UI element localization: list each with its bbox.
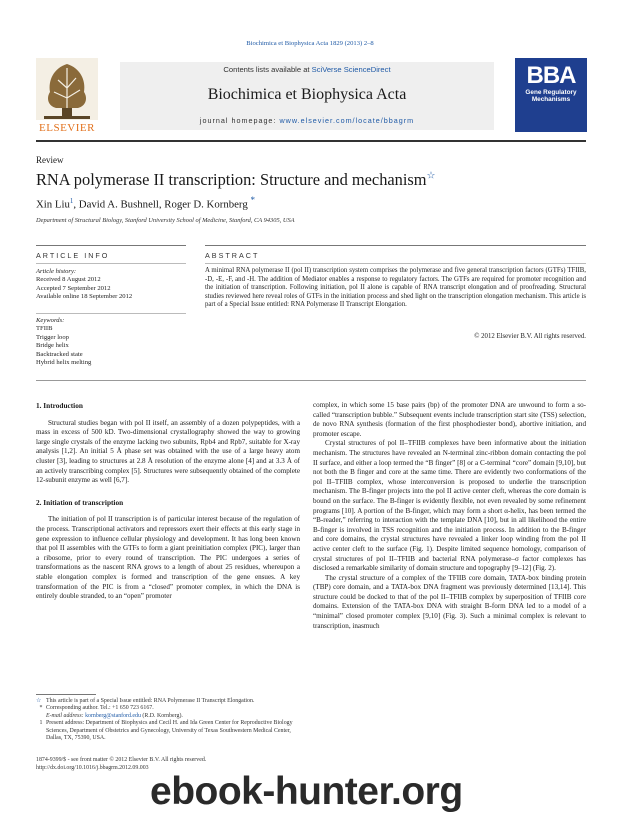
- history-label: Article history:: [36, 268, 77, 275]
- keywords: [36, 317, 186, 367]
- footnote-present-address: 1 Present address: Department of Biophysics and Cecil H. and Ida Green Center for Reproductive Biology Sciences, Department of Obstetrics and Gynecology, University of Texas Southwestern Medical Center, Dallas, TX, 75390, USA.: [39, 720, 293, 742]
- paragraph: Crystal structures of pol II–TFIIB complexes have been informative about the initiation mechanism. The structures have revealed an N-terminal zinc-ribbon domain contacting the pol II surface, and either a loop termed the “B finger” [8] or a C-terminal “core” domain [9,10], but not both the B finger and core at the same time. There are evidently two conformations of the pol II–TFIIB complex, whose interconversion is proposed to underlie the transcription mechanism. The B-finger projects into the pol II active center cleft, whereas the core domain is bound on the surface. The B-finger is evidently flexible, not even revealed by some refinement programs [10]. A portion of the B-finger, which may form a short α-helix, has been termed the “B-reader,” referring to interaction with the template DNA [10], but in all likelihood the entire B-finger is involved in TSS recognition and the initiation process. In addition to the B-finger and core domains, the crystal structures have revealed a linker loop winding from the pol II active center cleft to the surface (Fig. 1). Despite limited sequence homology, comparison of crystal structures of pol II–TFIIB and bacterial RNA polymerase–σ factor complexes has disclosed a remarkable similarity of domain structure and topography [9–12] (Fig. 2).: [313, 439, 586, 573]
- history-accepted: Accepted 7 September 2012: [36, 284, 111, 292]
- article-title-text: RNA polymerase II transcription: Structure and mechanism: [36, 170, 427, 189]
- contents-line: [120, 65, 494, 74]
- keywords-rule: [36, 313, 186, 314]
- journal-cover: [515, 58, 587, 132]
- affiliation: Department of Structural Biology, Stanford University School of Medicine, Stanford, CA 94305, USA: [36, 217, 295, 224]
- paragraph: The crystal structure of a complex of the TFIIB core domain, TATA-box binding protein (TBP) core domain, and a TATA-box DNA fragment was previously determined [13,14]. This structure could be docked to that of the pol II–TFIIB complex by superposition of TFIIB core domains. Extension of the TATA-box DNA with straight B-form DNA led to a model of a “minimal” closed promoter complex [9,10] (Fig. 3). Such a minimal complex is relevant to transcription, inasmuch: [313, 573, 586, 630]
- keyword: Bridge helix: [36, 342, 69, 350]
- cover-subtitle: Gene Regulatory Mechanisms: [525, 89, 577, 104]
- section-heading: 1. Introduction: [36, 401, 83, 410]
- section-heading: 2. Initiation of transcription: [36, 497, 124, 507]
- journal-header: [120, 62, 494, 130]
- paragraph: The initiation of pol II transcription is of particular interest because of the regulation of the process. Transcriptional activators and repressors exert their effects at this early stage in gene expression to influence cellular physiology and development. It has long been known that pol II assembles with the GTFs to form a giant preinitiation complex (PIC), larger than a ribosome, prior to every round of transcription. The PIC undergoes a series of transformations as the nascent RNA grows to a length of about 25 residues, whereupon a stable elongation complex is formed and transcription of the gene ensues. A key transformation of the PIC is from a “closed” promoter complex, in which the DNA is entirely double stranded, to an “open” promoter: [36, 515, 300, 601]
- elsevier-logo: [36, 58, 98, 134]
- article-type: Review: [36, 155, 64, 165]
- info-rule: [36, 245, 186, 246]
- article-info-heading: ARTICLE INFO: [36, 251, 110, 260]
- journal-reference[interactable]: Biochimica et Biophysica Acta 1829 (2013) 2–8: [246, 40, 374, 47]
- publisher-name: ELSEVIER: [39, 122, 95, 134]
- history-received: Received 8 August 2012: [36, 276, 101, 284]
- footnote-special-issue: ☆ This article is part of a Special Issue entitled: RNA Polymerase II Transcript Elongation.: [36, 698, 255, 704]
- paragraph: Structural studies began with pol II itself, an assembly of a dozen polypeptides, with a mass in excess of 500 kD. Two-dimensional crystallography showed the way to growing large single crystals of the enzyme lacking two subunits, Rpb4 and Rpb7, suitable for X-ray analysis [1,2]. An initial 5 Å phase set was obtained with the use of a large heavy atom cluster [3], leading to structures at 2.8 Å resolution of the enzyme alone [4] and at 3.3 Å of an actively transcribing complex [5]. Structures were subsequently obtained of the complete 12-subunit enzyme as well [6,7].: [36, 418, 300, 485]
- header-divider: [36, 140, 586, 142]
- title-footnote-mark[interactable]: ☆: [426, 170, 436, 182]
- corresponding-author-mark[interactable]: *: [250, 195, 255, 205]
- history-online: Available online 18 September 2012: [36, 293, 133, 301]
- journal-title: Biochimica et Biophysica Acta: [207, 86, 407, 103]
- contents-prefix: Contents lists available at: [223, 65, 312, 74]
- footnote-rule: [36, 694, 96, 695]
- body-divider: [36, 380, 586, 381]
- email-link[interactable]: kornberg@stanford.edu: [85, 712, 141, 719]
- author-list: [36, 195, 255, 211]
- left-column: [36, 401, 300, 602]
- abstract-rule: [205, 245, 586, 246]
- issn-line: 1874-9399/$ - see front matter © 2012 Elsevier B.V. All rights reserved.: [36, 757, 207, 763]
- right-column: [313, 401, 586, 631]
- keywords-label: Keywords:: [36, 317, 65, 324]
- keyword: Trigger loop: [36, 333, 69, 341]
- author-separator: ,: [73, 198, 79, 211]
- article-history: [36, 268, 186, 302]
- article-title: [36, 170, 436, 190]
- keyword: TFIIB: [36, 325, 53, 333]
- sciencedirect-link[interactable]: SciVerse ScienceDirect: [311, 65, 391, 74]
- footnotes: [36, 698, 300, 742]
- footnote-corresponding: * Corresponding author. Tel.: +1 650 723 6167.: [39, 705, 154, 712]
- cover-title: BBA: [526, 62, 576, 89]
- abstract-rule-thin: [205, 263, 586, 264]
- homepage-line: [120, 116, 494, 125]
- author-liu: Xin Liu: [36, 198, 70, 211]
- homepage-link[interactable]: www.elsevier.com/locate/bbagrm: [279, 116, 415, 125]
- abstract-text: A minimal RNA polymerase II (pol II) transcription system comprises the polymerase and five general transcription factors (GTFs) TFIIB, -D, -E, -F, and -H. The addition of Mediator enables a response to regulatory factors. The GTFs are required for promoter recognition and the initiation of transcription. Following initiation, pol II alone is capable of RNA transcript elongation and of proofreading. Structural studies reviewed here reveal roles of GTFs in the initiation process and shed light on the transcription elongation mechanism. This article is part of a Special Issue entitled: RNA Polymerase II Transcript Elongation.: [205, 267, 586, 309]
- paragraph: complex, in which some 15 base pairs (bp) of the promoter DNA are unwound to form a so-called “transcription bubble.” Subsequent events include transcription start site (TSS) selection, de novo RNA synthesis (formation of the first phosphodiester bond), abortive initiation, and promoter escape.: [313, 401, 586, 438]
- author-names-rest: David A. Bushnell, Roger D. Kornberg: [78, 198, 248, 211]
- homepage-prefix: journal homepage:: [199, 116, 280, 125]
- author-footnote-1[interactable]: 1: [69, 197, 74, 205]
- footnote-email: E-mail address: kornberg@stanford.edu (R.D. Kornberg).: [46, 712, 183, 719]
- abstract-copyright: © 2012 Elsevier B.V. All rights reserved.: [474, 333, 586, 340]
- keyword: Backtracked state: [36, 350, 83, 358]
- keyword: Hybrid helix melting: [36, 359, 92, 367]
- abstract-heading: ABSTRACT: [205, 251, 260, 260]
- info-rule-thin: [36, 263, 186, 264]
- doi-link[interactable]: http://dx.doi.org/10.1016/j.bbagrm.2012.09.003: [36, 765, 149, 771]
- watermark: ebook-hunter.org: [150, 770, 463, 813]
